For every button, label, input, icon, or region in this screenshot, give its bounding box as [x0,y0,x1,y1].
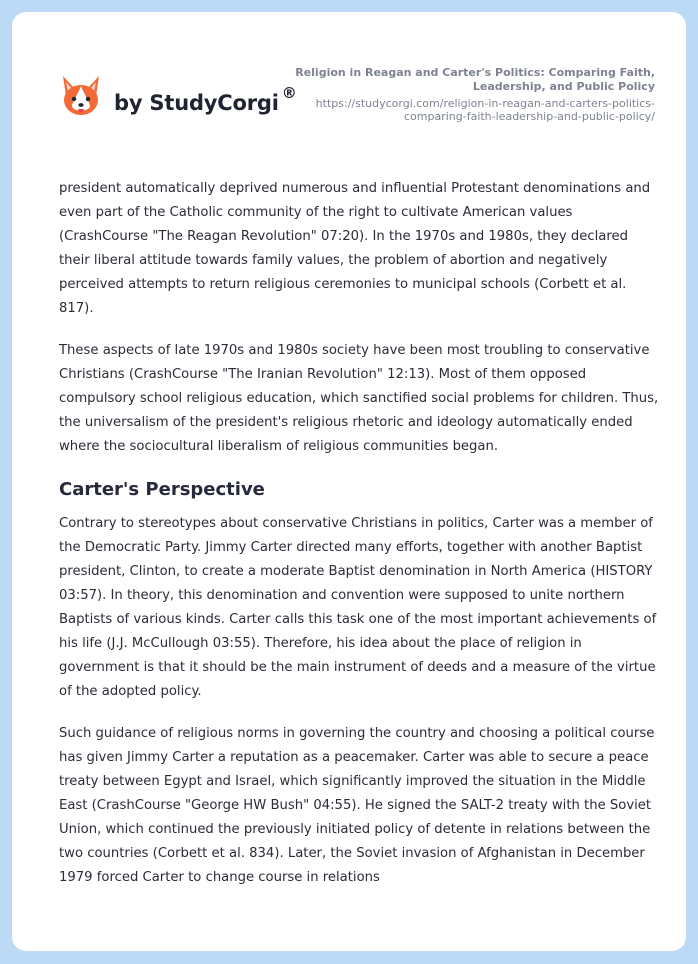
section-heading: Carter's Perspective [59,479,265,500]
document-title: Religion in Reagan and Carter's Politics: Comparing Faith, Leadership, and Public Policy [295,66,655,93]
brand-text: by StudyCorgi [114,90,279,115]
body-paragraph: Such guidance of religious norms in governing the country and choosing a political course has given Jimmy Carter a reputation as a peacemaker. Carter was able to secure a peace treaty between Egypt and Israel, which significantly improved the situation in the Middle East (CrashCourse "George HW Bush" 04:55). He signed the SALT-2 treaty with the Soviet Union, which continued the previously initiated policy of detente in relations between the two countries (Corbett et al. 834). Later, the Soviet invasion of Afghanistan in December 1979 forced Carter to change course in relations [59,726,655,885]
corgi-logo-icon [60,74,102,120]
body-paragraph: president automatically deprived numerous and influential Protestant denominations and even part of the Catholic community of the right to cultivate American values (CrashCourse "The Reagan Revolution" 07:20). In the 1970s and 1980s, they declared their liberal attitude towards family values, the problem of abortion and negatively perceived attempts to return religious ceremonies to municipal schools (Corbett et al. 817). [59,181,651,316]
document-body [59,177,661,908]
brand-name [114,83,297,115]
body-paragraph: These aspects of late 1970s and 1980s society have been most troubling to conservative Christians (CrashCourse "The Iranian Revolution" 12:13). Most of them opposed compulsory school religious education, which sanctified social problems for children. Thus, the universalism of the president's religious rhetoric and ideology automatically ended where the sociocultural liberalism of religious communities began. [59,343,659,454]
document-url[interactable]: https://studycorgi.com/religion-in-reagan-and-carters-politics-comparing-faith-leadership-and-public-policy/ [315,97,655,123]
document-meta [295,66,655,123]
studycorgi-logo[interactable] [60,74,297,120]
registered-mark: ® [281,83,297,102]
body-paragraph: Contrary to stereotypes about conservative Christians in politics, Carter was a member of the Democratic Party. Jimmy Carter directed many efforts, together with another Baptist president, Clinton, to create a moderate Baptist denomination in North America (HISTORY 03:57). In theory, this denomination and convention were supposed to unite northern Baptists of various kinds. Carter calls this task one of the most important achievements of his life (J.J. McCullough 03:55). Therefore, his idea about the place of religion in government is that it should be the main instrument of deeds and a measure of the virtue of the adopted policy. [59,516,657,699]
document-page [12,12,686,951]
